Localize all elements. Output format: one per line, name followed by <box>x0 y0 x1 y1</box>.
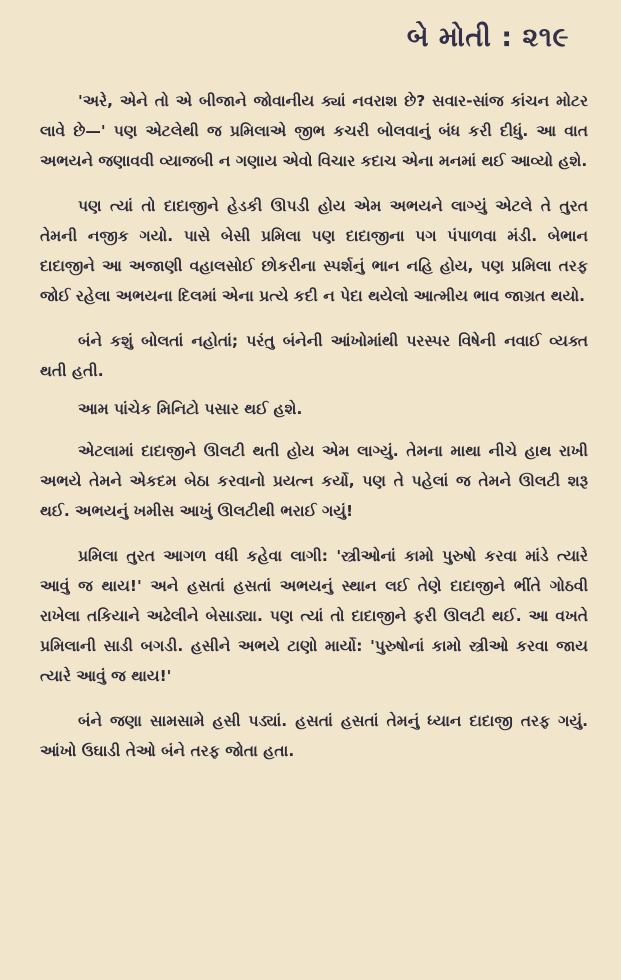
paragraph-6: પ્રમિલા તુરત આગળ વધી કહેવા લાગી: 'સ્ત્રીઓનાં કામો પુરુષો કરવા માંડે ત્યારે આવું જ થાય!' અને હસતાં હસતાં અભયનું સ્થાન લઈ તેણે દાદાજીને ભીંતે ગોઠવી રાખેલા તકિયાને અઢેલીને બેસાડ્યા. પણ ત્યાં તો દાદાજીને ફરી ઊલટી થઈ. આ વખતે પ્રમિલાની સાડી બગડી. હસીને અભયે ટાણો માર્યો: 'પુરુષોનાં કામો સ્ત્રીઓ કરવા જાય ત્યારે આવું જ થાય!' <box>40 547 588 685</box>
page-header: બે મોતી : ૨૧૯ <box>406 22 569 53</box>
paragraph-5: એટલામાં દાદાજીને ઊલટી થતી હોય એમ લાગ્યું. તેમના માથા નીચે હાથ રાખી અભયે તેમને એકદમ બેઠા કરવાનો પ્રયત્ન કર્યો, પણ તે પહેલાં જ તેમને ઊલટી શરૂ થઈ. અભયનું ખમીસ આખું ઊલટીથી ભરાઈ ગયું! <box>40 442 588 520</box>
paragraph-3: બંને કશું બોલતાં નહોતાં; પરંતુ બંનેની આંખોમાંથી પરસ્પર વિષેની નવાઈ વ્યક્ત થતી હતી. <box>40 332 588 380</box>
paragraph-7: બંને જણા સામસામે હસી પડ્યાં. હસતાં હસતાં તેમનું ધ્યાન દાદાજી તરફ ગયું. આંખો ઉઘાડી તેઓ બંને તરફ જોતા હતા. <box>40 712 588 760</box>
paragraph-1: 'અરે, એને તો એ બીજાને જોવાનીય ક્યાં નવરાશ છે? સવાર-સાંજ કાંચન મોટર લાવે છે—' પણ એટલેથી જ પ્રમિલાએ જીભ કચરી બોલવાનું બંધ કરી દીધું. આ વાત અભયને જણાવવી વ્યાજબી ન ગણાય એવો વિચાર કદાચ એના મનમાં થઈ આવ્યો હશે. <box>40 92 588 170</box>
paragraph-4: આમ પાંચેક મિનિટો પસાર થઈ હશે. <box>78 400 303 418</box>
paragraph-2: પણ ત્યાં તો દાદાજીને હેડકી ઊપડી હોય એમ અભયને લાગ્યું એટલે તે તુરત તેમની નજીક ગયો. પાસે બેસી પ્રમિલા પણ દાદાજીના પગ પંપાળવા મંડી. બેભાન દાદાજીને આ અજાણી વહાલસોઈ છોકરીના સ્પર્શનું ભાન નહિ હોય, પણ પ્રમિલા તરફ જોઈ રહેલા અભયના દિલમાં એના પ્રત્યે કદી ન પેદા થયેલો આત્મીય ભાવ જાગ્રત થયો. <box>40 197 588 305</box>
page-body <box>40 86 588 781</box>
